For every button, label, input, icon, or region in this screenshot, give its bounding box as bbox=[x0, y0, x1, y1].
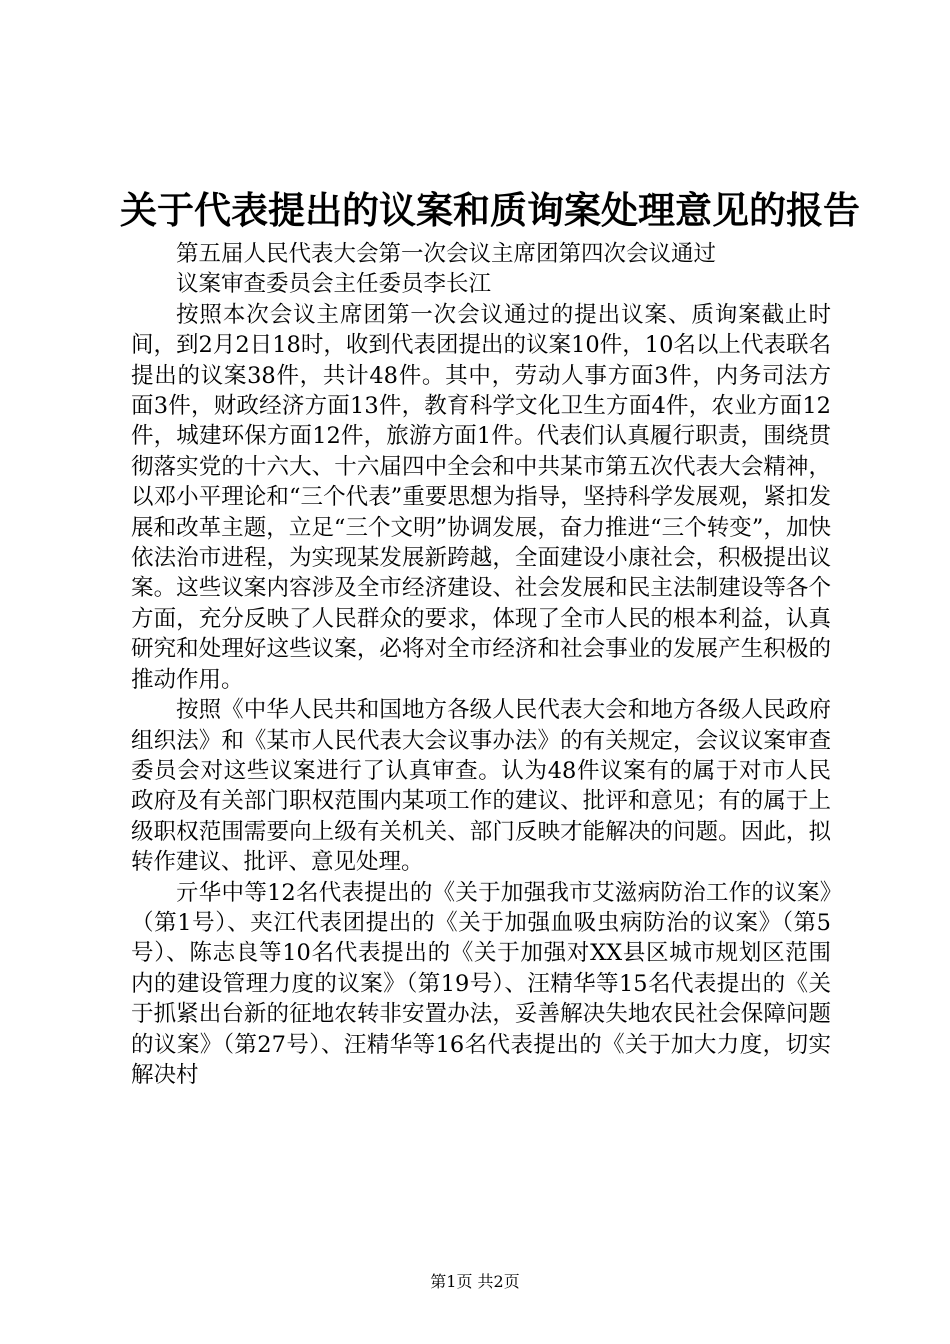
page-number-footer: 第1页 共2页 bbox=[430, 1272, 520, 1291]
paragraph-review-conclusion: 按照《中华人民共和国地方各级人民代表大会和地方各级人民政府组织法》和《某市人民代表大会议事办法》的有关规定，会议议案审查委员会对这些议案进行了认真审查。认为48件议案有的属于对市人民政府及有关部门职权范围内某项工作的建议、批评和意见；有的属于上级职权范围需要向上级有关机关、部门反映才能解决的问题。因此，拟转作建议、批评、意见处理。 bbox=[131, 697, 831, 876]
paragraph-submission-summary: 按照本次会议主席团第一次会议通过的提出议案、质询案截止时间，到2月2日18时，收到代表团提出的议案10件，10名以上代表联名提出的议案38件，共计48件。其中，劳动人事方面3件，内务司法方面3件，财政经济方面13件，教育科学文化卫生方面4件，农业方面12件，城建环保方面12件，旅游方面1件。代表们认真履行职责，围绕贯彻落实党的十六大、十六届四中全会和中共某市第五次代表大会精神，以邓小平理论和“三个代表”重要思想为指导，坚持科学发展观，紧扣发展和改革主题，立足“三个文明”协调发展，奋力推进“三个转变”，加快依法治市进程，为实现某发展新跨越，全面建设小康社会，积极提出议案。这些议案内容涉及全市经济建设、社会发展和民主法制建设等各个方面，充分反映了人民群众的要求，体现了全市人民的根本利益，认真研究和处理好这些议案，必将对全市经济和社会事业的发展产生积极的推动作用。 bbox=[131, 301, 831, 693]
subtitle-approval-line: 第五届人民代表大会第一次会议主席团第四次会议通过 bbox=[176, 241, 717, 267]
document-body bbox=[131, 239, 831, 1090]
subtitle-author-line: 议案审查委员会主任委员李长江 bbox=[176, 271, 492, 298]
document-title: 关于代表提出的议案和质询案处理意见的报告 bbox=[120, 188, 860, 232]
paragraph-listed-proposals: 亓华中等12名代表提出的《关于加强我市艾滋病防治工作的议案》（第1号）、夹江代表团提出的《关于加强血吸虫病防治的议案》（第5号）、陈志良等10名代表提出的《关于加强对XX县区城市规划区范围内的建设管理力度的议案》（第19号）、汪精华等15名代表提出的《关于抓紧出台新的征地农转非安置办法，妥善解决失地农民社会保障问题的议案》（第27号）、汪精华等16名代表提出的《关于加大力度，切实解决村 bbox=[131, 879, 831, 1088]
